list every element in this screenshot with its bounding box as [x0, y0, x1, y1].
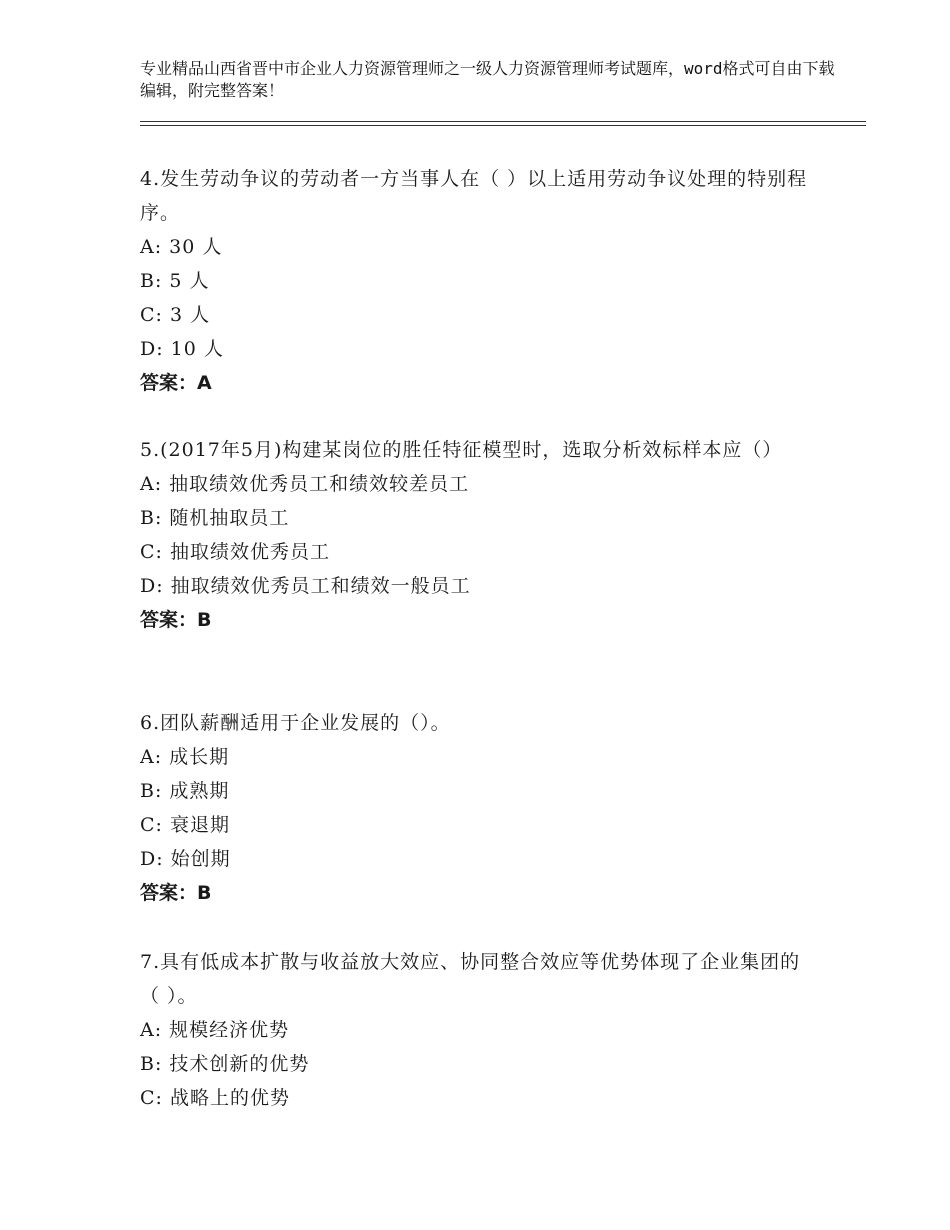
option-c: C: 抽取绩效优秀员工 [140, 541, 330, 563]
question-stem: 6.团队薪酬适用于企业发展的（）。 [140, 712, 451, 734]
option-a: A: 抽取绩效优秀员工和绩效较差员工 [140, 473, 470, 495]
question-stem: 7.具有低成本扩散与收益放大效应、协同整合效应等优势体现了企业集团的（ ）。 [140, 951, 801, 1007]
option-c: C: 衰退期 [140, 814, 230, 836]
option-d: D: 始创期 [140, 848, 231, 870]
option-b: B: 成熟期 [140, 780, 230, 802]
page-header: 专业精品山西省晋中市企业人力资源管理师之一级人力资源管理师考试题库，word格式可自由下载编辑，附完整答案！ [140, 59, 835, 100]
option-a: A: 规模经济优势 [140, 1019, 290, 1041]
question-stem: 5.(2017年5月)构建某岗位的胜任特征模型时，选取分析效标样本应（） [140, 439, 783, 461]
option-b: B: 随机抽取员工 [140, 507, 290, 529]
option-a: A: 30 人 [140, 236, 223, 258]
answer: 答案：A [140, 372, 212, 394]
header-divider [140, 121, 866, 126]
option-d: D: 抽取绩效优秀员工和绩效一般员工 [140, 575, 471, 597]
question-6 [140, 706, 820, 910]
question-7 [140, 945, 820, 1115]
option-c: C: 3 人 [140, 304, 211, 326]
question-5 [140, 433, 820, 637]
answer: 答案：B [140, 609, 212, 631]
question-stem: 4.发生劳动争议的劳动者一方当事人在（ ）以上适用劳动争议处理的特别程序。 [140, 168, 808, 224]
option-b: B: 5 人 [140, 270, 210, 292]
option-d: D: 10 人 [140, 338, 224, 360]
answer: 答案：B [140, 882, 212, 904]
option-c: C: 战略上的优势 [140, 1087, 290, 1109]
question-4 [140, 162, 820, 400]
option-b: B: 技术创新的优势 [140, 1053, 310, 1075]
option-a: A: 成长期 [140, 746, 230, 768]
